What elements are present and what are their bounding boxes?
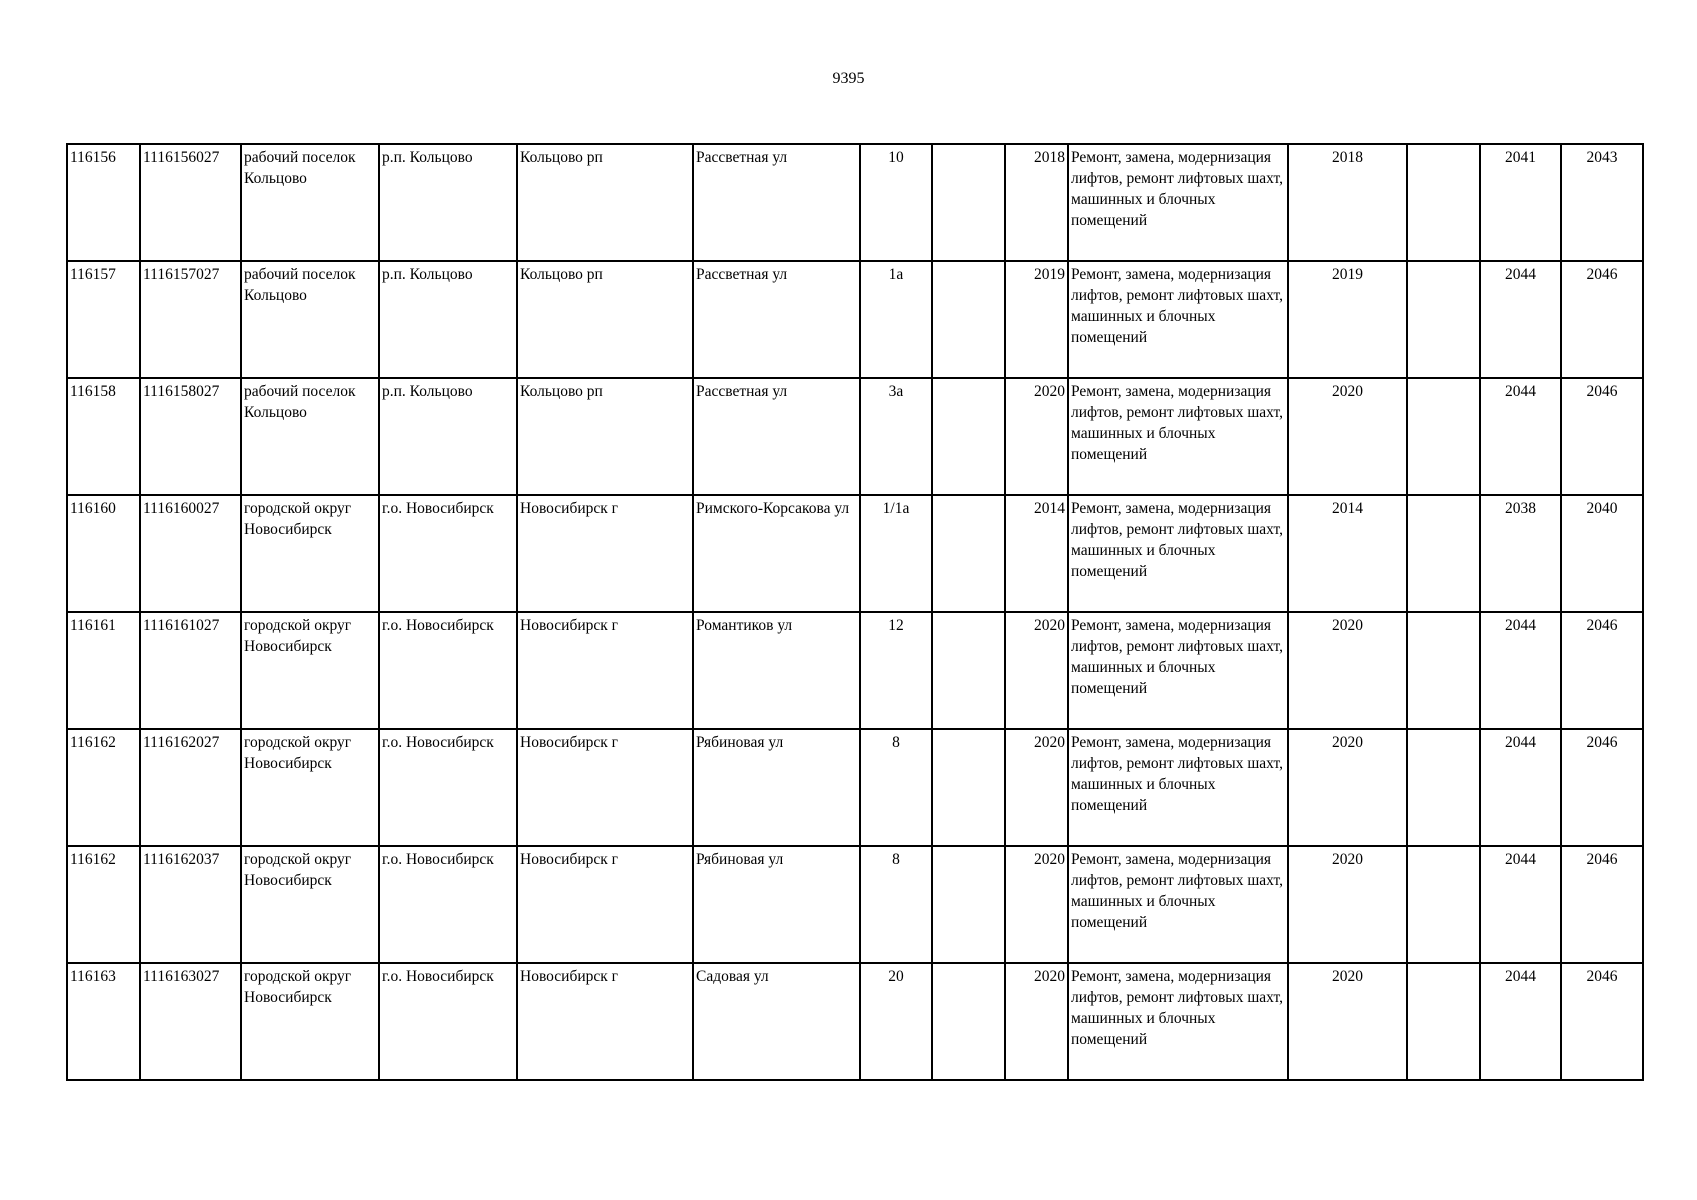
cell-last-repair-year: 2014 <box>1288 495 1407 612</box>
cell-work-type: Ремонт, замена, модернизация лифтов, ремонт лифтовых шахт, машинных и блочных помещений <box>1068 144 1288 261</box>
cell-period-end: 2046 <box>1561 261 1643 378</box>
cell-work-type: Ремонт, замена, модернизация лифтов, ремонт лифтовых шахт, машинных и блочных помещений <box>1068 846 1288 963</box>
cell-house: 8 <box>860 729 932 846</box>
cell-building <box>932 612 1005 729</box>
cell-municipality: городской округ Новосибирск <box>241 495 379 612</box>
table-row <box>67 144 1643 261</box>
cell-street: Рябиновая ул <box>693 729 860 846</box>
cell-work-type: Ремонт, замена, модернизация лифтов, ремонт лифтовых шахт, машинных и блочных помещений <box>1068 729 1288 846</box>
cell-id: 116156 <box>67 144 140 261</box>
cell-period-end: 2046 <box>1561 729 1643 846</box>
cell-blank <box>1407 729 1480 846</box>
cell-period-start: 2044 <box>1480 963 1561 1080</box>
cell-last-repair-year: 2018 <box>1288 144 1407 261</box>
cell-work-type: Ремонт, замена, модернизация лифтов, ремонт лифтовых шахт, машинных и блочных помещений <box>1068 261 1288 378</box>
cell-work-type: Ремонт, замена, модернизация лифтов, ремонт лифтовых шахт, машинных и блочных помещений <box>1068 495 1288 612</box>
table-row <box>67 261 1643 378</box>
cell-period-end: 2040 <box>1561 495 1643 612</box>
cell-year-built: 2019 <box>1005 261 1068 378</box>
cell-street: Рассветная ул <box>693 378 860 495</box>
cell-year-built: 2020 <box>1005 729 1068 846</box>
cell-period-end: 2046 <box>1561 378 1643 495</box>
cell-street: Рассветная ул <box>693 261 860 378</box>
cell-period-start: 2044 <box>1480 846 1561 963</box>
cell-id: 116161 <box>67 612 140 729</box>
cell-id: 116160 <box>67 495 140 612</box>
cell-building <box>932 495 1005 612</box>
table-body <box>67 144 1643 1080</box>
cell-year-built: 2020 <box>1005 612 1068 729</box>
cell-municipality-short: р.п. Кольцово <box>379 144 517 261</box>
cell-period-end: 2046 <box>1561 963 1643 1080</box>
table-row <box>67 846 1643 963</box>
table-row <box>67 729 1643 846</box>
cell-id: 116163 <box>67 963 140 1080</box>
cell-code: 1116156027 <box>140 144 241 261</box>
cell-period-start: 2038 <box>1480 495 1561 612</box>
cell-street: Римского-Корсакова ул <box>693 495 860 612</box>
cell-house: 20 <box>860 963 932 1080</box>
cell-house: 1а <box>860 261 932 378</box>
cell-period-end: 2046 <box>1561 612 1643 729</box>
cell-code: 1116158027 <box>140 378 241 495</box>
cell-blank <box>1407 963 1480 1080</box>
cell-blank <box>1407 612 1480 729</box>
cell-locality: Новосибирск г <box>517 729 693 846</box>
cell-municipality: городской округ Новосибирск <box>241 612 379 729</box>
cell-period-end: 2043 <box>1561 144 1643 261</box>
cell-building <box>932 378 1005 495</box>
cell-period-start: 2041 <box>1480 144 1561 261</box>
cell-blank <box>1407 144 1480 261</box>
cell-locality: Новосибирск г <box>517 846 693 963</box>
cell-municipality-short: г.о. Новосибирск <box>379 495 517 612</box>
cell-municipality-short: г.о. Новосибирск <box>379 729 517 846</box>
cell-municipality: рабочий поселок Кольцово <box>241 378 379 495</box>
cell-municipality-short: г.о. Новосибирск <box>379 846 517 963</box>
cell-municipality: городской округ Новосибирск <box>241 963 379 1080</box>
cell-building <box>932 144 1005 261</box>
cell-period-start: 2044 <box>1480 378 1561 495</box>
cell-house: 3а <box>860 378 932 495</box>
cell-id: 116162 <box>67 729 140 846</box>
cell-year-built: 2014 <box>1005 495 1068 612</box>
cell-building <box>932 729 1005 846</box>
cell-work-type: Ремонт, замена, модернизация лифтов, ремонт лифтовых шахт, машинных и блочных помещений <box>1068 612 1288 729</box>
cell-last-repair-year: 2020 <box>1288 963 1407 1080</box>
cell-locality: Новосибирск г <box>517 612 693 729</box>
cell-year-built: 2018 <box>1005 144 1068 261</box>
cell-year-built: 2020 <box>1005 378 1068 495</box>
cell-street: Рябиновая ул <box>693 846 860 963</box>
cell-code: 1116157027 <box>140 261 241 378</box>
cell-id: 116158 <box>67 378 140 495</box>
cell-house: 10 <box>860 144 932 261</box>
cell-code: 1116160027 <box>140 495 241 612</box>
cell-municipality: городской округ Новосибирск <box>241 846 379 963</box>
cell-blank <box>1407 261 1480 378</box>
cell-locality: Кольцово рп <box>517 261 693 378</box>
cell-municipality-short: г.о. Новосибирск <box>379 612 517 729</box>
cell-last-repair-year: 2020 <box>1288 729 1407 846</box>
cell-locality: Новосибирск г <box>517 963 693 1080</box>
table-row <box>67 612 1643 729</box>
cell-street: Романтиков ул <box>693 612 860 729</box>
cell-year-built: 2020 <box>1005 963 1068 1080</box>
cell-house: 8 <box>860 846 932 963</box>
cell-code: 1116162037 <box>140 846 241 963</box>
cell-code: 1116162027 <box>140 729 241 846</box>
cell-locality: Кольцово рп <box>517 378 693 495</box>
cell-municipality: городской округ Новосибирск <box>241 729 379 846</box>
cell-work-type: Ремонт, замена, модернизация лифтов, ремонт лифтовых шахт, машинных и блочных помещений <box>1068 963 1288 1080</box>
cell-street: Садовая ул <box>693 963 860 1080</box>
cell-municipality-short: р.п. Кольцово <box>379 261 517 378</box>
cell-blank <box>1407 495 1480 612</box>
cell-locality: Новосибирск г <box>517 495 693 612</box>
cell-id: 116162 <box>67 846 140 963</box>
cell-code: 1116163027 <box>140 963 241 1080</box>
cell-municipality: рабочий поселок Кольцово <box>241 144 379 261</box>
cell-last-repair-year: 2020 <box>1288 846 1407 963</box>
cell-period-end: 2046 <box>1561 846 1643 963</box>
cell-code: 1116161027 <box>140 612 241 729</box>
cell-period-start: 2044 <box>1480 261 1561 378</box>
registry-table <box>66 143 1644 1081</box>
cell-municipality: рабочий поселок Кольцово <box>241 261 379 378</box>
cell-municipality-short: р.п. Кольцово <box>379 378 517 495</box>
cell-building <box>932 261 1005 378</box>
cell-year-built: 2020 <box>1005 846 1068 963</box>
table-row <box>67 963 1643 1080</box>
cell-period-start: 2044 <box>1480 729 1561 846</box>
cell-last-repair-year: 2019 <box>1288 261 1407 378</box>
table-row <box>67 495 1643 612</box>
cell-blank <box>1407 378 1480 495</box>
cell-building <box>932 963 1005 1080</box>
cell-period-start: 2044 <box>1480 612 1561 729</box>
cell-last-repair-year: 2020 <box>1288 612 1407 729</box>
cell-house: 1/1а <box>860 495 932 612</box>
cell-work-type: Ремонт, замена, модернизация лифтов, ремонт лифтовых шахт, машинных и блочных помещений <box>1068 378 1288 495</box>
cell-municipality-short: г.о. Новосибирск <box>379 963 517 1080</box>
cell-last-repair-year: 2020 <box>1288 378 1407 495</box>
cell-blank <box>1407 846 1480 963</box>
cell-id: 116157 <box>67 261 140 378</box>
cell-building <box>932 846 1005 963</box>
table-row <box>67 378 1643 495</box>
page-number: 9395 <box>832 70 865 87</box>
cell-street: Рассветная ул <box>693 144 860 261</box>
cell-house: 12 <box>860 612 932 729</box>
cell-locality: Кольцово рп <box>517 144 693 261</box>
